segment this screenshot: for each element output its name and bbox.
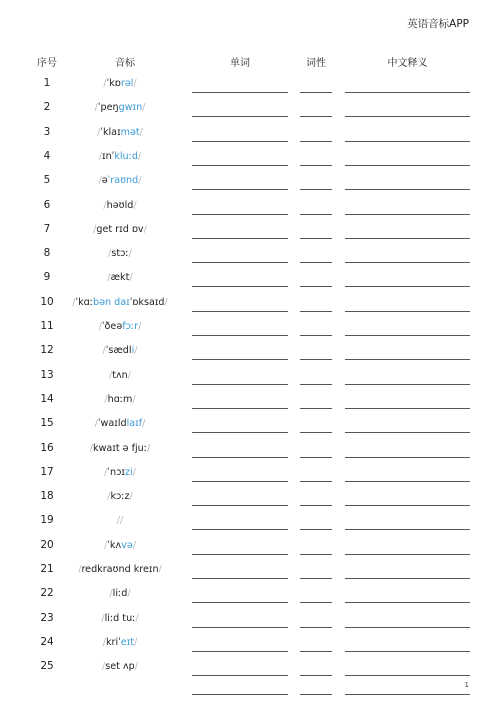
phonetic-highlight: bən (93, 296, 112, 308)
row-number: 3 (43, 125, 51, 138)
phonetic-segment: ˈkʌ (107, 539, 122, 551)
part-of-speech-blank[interactable] (300, 189, 332, 190)
phonetic-segment: redkraʊnd kreɪn (81, 564, 159, 575)
row-number: 6 (43, 198, 51, 211)
row-number: 20 (40, 538, 54, 551)
row-number: 18 (40, 490, 54, 503)
row-number: 23 (40, 611, 54, 624)
header-number: 序号 (37, 58, 57, 69)
phonetic-slash: / (127, 588, 131, 600)
part-of-speech-blank[interactable] (300, 165, 332, 166)
phonetic-slash: / (98, 321, 102, 332)
part-of-speech-blank[interactable] (300, 602, 332, 603)
part-of-speech-blank[interactable] (300, 481, 332, 482)
phonetic-slash: / (138, 321, 142, 332)
meaning-blank[interactable] (345, 262, 470, 263)
word-blank[interactable] (192, 262, 288, 263)
table-row (0, 123, 500, 147)
row-number: 1 (43, 77, 51, 89)
phonetic-slash: / (102, 661, 106, 673)
phonetic-transcription (60, 491, 180, 502)
phonetic-slash: / (132, 393, 136, 405)
part-of-speech-blank[interactable] (300, 627, 332, 628)
row-number: 4 (43, 149, 51, 162)
row-number: 2 (43, 101, 51, 114)
phonetic-segment: ˈwaɪld (97, 418, 127, 430)
word-blank[interactable] (192, 529, 288, 530)
phonetic-transcription (60, 151, 180, 162)
meaning-blank[interactable] (345, 529, 470, 530)
header-phonetic: 音标 (115, 58, 135, 69)
row-number: 10 (40, 295, 54, 308)
phonetic-slash: / (89, 442, 94, 454)
meaning-blank[interactable] (345, 432, 470, 433)
word-blank[interactable] (192, 92, 288, 93)
table-row (0, 439, 500, 463)
part-of-speech-blank[interactable] (300, 578, 332, 579)
part-of-speech-blank[interactable] (300, 92, 332, 93)
phonetic-slash: / (133, 78, 137, 89)
phonetic-highlight: gwɪn (118, 102, 143, 114)
table-row-blank (0, 676, 500, 700)
phonetic-slash: / (102, 345, 106, 357)
meaning-blank[interactable] (345, 651, 470, 652)
phonetic-segment: ˈɒksaɪd (129, 296, 165, 308)
phonetic-slash: / (134, 345, 138, 357)
word-blank[interactable] (192, 286, 288, 287)
table-row (0, 390, 500, 414)
phonetic-highlight: zi (124, 466, 133, 478)
meaning-blank[interactable] (345, 359, 470, 360)
phonetic-transcription (60, 637, 180, 648)
word-blank[interactable] (192, 457, 288, 458)
phonetic-slash: / (97, 126, 101, 138)
part-of-speech-blank[interactable] (300, 505, 332, 506)
phonetic-slash: / (102, 636, 106, 648)
phonetic-highlight: və (121, 539, 133, 551)
phonetic-transcription (60, 394, 180, 405)
phonetic-slash: / (132, 539, 136, 551)
meaning-blank[interactable] (345, 238, 470, 239)
phonetic-highlight: fɔːr (122, 321, 139, 332)
phonetic-slash: / (109, 369, 113, 381)
phonetic-segment: ˈkɒ (106, 78, 121, 89)
app-title: 英语音标APP (407, 18, 469, 30)
phonetic-transcription (60, 297, 180, 308)
word-blank[interactable] (192, 141, 288, 142)
word-blank[interactable] (192, 627, 288, 628)
phonetic-segment: tʌn (112, 369, 128, 381)
part-of-speech-blank[interactable] (300, 141, 332, 142)
page-number: 1 (464, 681, 469, 689)
phonetic-segment: set ʌp (105, 661, 135, 673)
word-blank[interactable] (192, 554, 288, 555)
row-number: 24 (40, 635, 54, 648)
phonetic-transcription (60, 418, 180, 429)
phonetic-highlight: i (131, 345, 135, 357)
phonetic-slash: / (72, 296, 76, 308)
meaning-blank[interactable] (345, 481, 470, 482)
phonetic-slash: / (135, 612, 139, 624)
phonetic-slash: / (78, 564, 82, 575)
phonetic-slash: / (104, 466, 108, 478)
table-row (0, 560, 500, 584)
phonetic-segment: get rɪd ɒv (96, 223, 144, 235)
table-row (0, 268, 500, 292)
word-blank[interactable] (192, 165, 288, 166)
table-row (0, 74, 500, 98)
word-blank[interactable] (192, 505, 288, 506)
word-blank[interactable] (192, 602, 288, 603)
phonetic-slash: / (134, 661, 138, 673)
meaning-blank[interactable] (345, 141, 470, 142)
header-chinese-meaning: 中文释义 (387, 58, 428, 69)
phonetic-highlight: rəl (120, 78, 134, 89)
phonetic-segment: ˈkɑː (75, 296, 93, 308)
header-part-of-speech: 词性 (306, 58, 326, 69)
phonetic-transcription (60, 175, 180, 186)
phonetic-transcription (60, 661, 180, 672)
phonetic-segment: stɔː (111, 248, 129, 260)
table-row (0, 366, 500, 390)
phonetic-segment: ˈpeŋ (97, 102, 119, 114)
phonetic-segment: ˈðeə (101, 321, 123, 332)
phonetic-slash: / (129, 272, 133, 284)
word-blank[interactable] (192, 408, 288, 409)
row-number: 9 (43, 271, 51, 284)
part-of-speech-blank[interactable] (300, 214, 332, 215)
table-row (0, 317, 500, 341)
row-number: 11 (40, 320, 54, 332)
phonetic-slash: / (107, 272, 111, 284)
meaning-blank[interactable] (345, 335, 470, 336)
phonetic-slash: / (109, 588, 113, 600)
phonetic-slash: / (94, 418, 98, 430)
phonetic-segment: ə (101, 175, 108, 187)
row-number: 13 (40, 368, 54, 381)
phonetic-slash: / (138, 175, 142, 187)
phonetic-slash: / (103, 199, 107, 211)
table-row (0, 487, 500, 511)
table-row (0, 220, 500, 244)
phonetic-segment: kwaɪt ə fjuː (93, 442, 147, 454)
phonetic-transcription (60, 102, 180, 113)
word-blank[interactable] (192, 335, 288, 336)
phonetic-transcription (60, 224, 180, 235)
word-blank[interactable] (192, 116, 288, 117)
phonetic-slash: / (139, 126, 143, 138)
meaning-blank[interactable] (345, 214, 470, 215)
phonetic-transcription (60, 127, 180, 138)
meaning-blank[interactable] (345, 189, 470, 190)
table-row (0, 536, 500, 560)
meaning-blank[interactable] (345, 311, 470, 312)
row-number: 19 (40, 514, 54, 527)
meaning-blank[interactable] (345, 286, 470, 287)
phonetic-slash: / (98, 175, 102, 187)
row-number: 17 (40, 465, 54, 478)
phonetic-highlight: mət (120, 126, 140, 138)
meaning-blank[interactable] (345, 505, 470, 506)
meaning-blank[interactable] (345, 627, 470, 628)
meaning-blank[interactable] (345, 457, 470, 458)
table-row (0, 196, 500, 220)
part-of-speech-blank[interactable] (300, 311, 332, 312)
table-row (0, 98, 500, 122)
phonetic-transcription (60, 370, 180, 381)
meaning-blank[interactable] (345, 408, 470, 409)
phonetic-slash: / (116, 515, 120, 527)
table-row (0, 171, 500, 195)
meaning-blank[interactable] (345, 165, 470, 166)
phonetic-transcription (60, 588, 180, 599)
row-number: 5 (43, 174, 51, 187)
word-blank[interactable] (192, 578, 288, 579)
header-word: 单词 (230, 58, 250, 69)
table-row (0, 609, 500, 633)
phonetic-slash: / (137, 150, 142, 162)
part-of-speech-blank[interactable] (300, 116, 332, 117)
row-number: 25 (40, 660, 54, 673)
part-of-speech-blank[interactable] (300, 384, 332, 385)
meaning-blank[interactable] (345, 578, 470, 579)
phonetic-slash: / (142, 102, 146, 114)
meaning-blank[interactable] (345, 694, 470, 695)
table-row (0, 293, 500, 317)
phonetic-segment: ækt (110, 272, 130, 284)
word-blank[interactable] (192, 651, 288, 652)
phonetic-slash: / (128, 248, 132, 260)
table-row (0, 511, 500, 535)
word-blank[interactable] (192, 432, 288, 433)
table-row (0, 244, 500, 268)
word-blank[interactable] (192, 384, 288, 385)
phonetic-slash: / (142, 418, 146, 430)
phonetic-slash: / (108, 248, 112, 260)
part-of-speech-blank[interactable] (300, 335, 332, 336)
part-of-speech-blank[interactable] (300, 286, 332, 287)
part-of-speech-blank[interactable] (300, 529, 332, 530)
phonetic-transcription (60, 321, 180, 332)
row-number: 14 (40, 392, 54, 405)
table-row (0, 633, 500, 657)
meaning-blank[interactable] (345, 116, 470, 117)
phonetic-slash: / (103, 78, 107, 89)
part-of-speech-blank[interactable] (300, 359, 332, 360)
row-number: 8 (43, 247, 51, 260)
part-of-speech-blank[interactable] (300, 262, 332, 263)
phonetic-transcription (60, 540, 180, 551)
phonetic-slash: / (146, 442, 151, 454)
word-blank[interactable] (192, 694, 288, 695)
part-of-speech-blank[interactable] (300, 432, 332, 433)
phonetic-transcription (60, 515, 180, 526)
row-number: 15 (40, 417, 54, 430)
part-of-speech-blank[interactable] (300, 238, 332, 239)
table-row (0, 341, 500, 365)
phonetic-slash: / (158, 564, 162, 575)
phonetic-segment: ˈnɔɪ (107, 466, 125, 478)
phonetic-segment: liːd (112, 588, 128, 600)
phonetic-slash: / (127, 369, 131, 381)
phonetic-transcription (60, 467, 180, 478)
phonetic-segment: kriˈ (105, 636, 121, 648)
part-of-speech-blank[interactable] (300, 651, 332, 652)
table-row (0, 147, 500, 171)
phonetic-highlight: eɪt (120, 636, 135, 648)
meaning-blank[interactable] (345, 384, 470, 385)
phonetic-transcription (60, 443, 180, 454)
phonetic-slash: / (164, 296, 168, 308)
row-number: 21 (40, 563, 54, 575)
phonetic-transcription (60, 200, 180, 211)
word-blank[interactable] (192, 311, 288, 312)
phonetic-slash: / (132, 466, 136, 478)
phonetic-segment: hɑːm (107, 393, 133, 405)
phonetic-slash: / (107, 491, 111, 503)
table-row (0, 414, 500, 438)
phonetic-transcription (60, 78, 180, 89)
phonetic-slash: / (129, 491, 133, 503)
phonetic-segment: ˈsædl (105, 345, 132, 357)
phonetic-transcription (60, 345, 180, 356)
word-blank[interactable] (192, 359, 288, 360)
meaning-blank[interactable] (345, 554, 470, 555)
table-row (0, 584, 500, 608)
row-number: 12 (40, 344, 54, 357)
phonetic-slash: / (98, 150, 103, 162)
phonetic-segment: liːd tuː (104, 612, 136, 624)
meaning-blank[interactable] (345, 602, 470, 603)
phonetic-highlight: daɪ (114, 296, 130, 308)
phonetic-highlight: laɪf (126, 418, 143, 430)
part-of-speech-blank[interactable] (300, 408, 332, 409)
part-of-speech-blank[interactable] (300, 694, 332, 695)
row-number: 16 (40, 441, 54, 454)
phonetic-slash: / (120, 515, 124, 527)
meaning-blank[interactable] (345, 92, 470, 93)
phonetic-slash: / (93, 223, 97, 235)
word-blank[interactable] (192, 481, 288, 482)
phonetic-segment: ɪnˈ (102, 150, 115, 162)
phonetic-transcription (60, 272, 180, 283)
part-of-speech-blank[interactable] (300, 457, 332, 458)
phonetic-slash: / (94, 102, 98, 114)
word-blank[interactable] (192, 214, 288, 215)
phonetic-transcription (60, 613, 180, 624)
word-blank[interactable] (192, 238, 288, 239)
word-blank[interactable] (192, 189, 288, 190)
phonetic-transcription (60, 248, 180, 259)
part-of-speech-blank[interactable] (300, 554, 332, 555)
phonetic-segment: həʊld (106, 199, 134, 211)
phonetic-segment: ˈklaɪ (100, 126, 121, 138)
phonetic-segment: kɔːz (110, 491, 130, 503)
phonetic-slash: / (134, 636, 138, 648)
phonetic-slash: / (143, 223, 147, 235)
phonetic-highlight: kluːd (114, 150, 138, 162)
row-number: 22 (40, 587, 54, 600)
row-number: 7 (43, 222, 51, 235)
phonetic-slash: / (104, 393, 108, 405)
phonetic-slash: / (101, 612, 105, 624)
phonetic-highlight: ˈraʊnd (107, 175, 139, 187)
phonetic-slash: / (104, 539, 108, 551)
phonetic-transcription (60, 564, 180, 575)
table-row (0, 463, 500, 487)
phonetic-slash: / (133, 199, 137, 211)
